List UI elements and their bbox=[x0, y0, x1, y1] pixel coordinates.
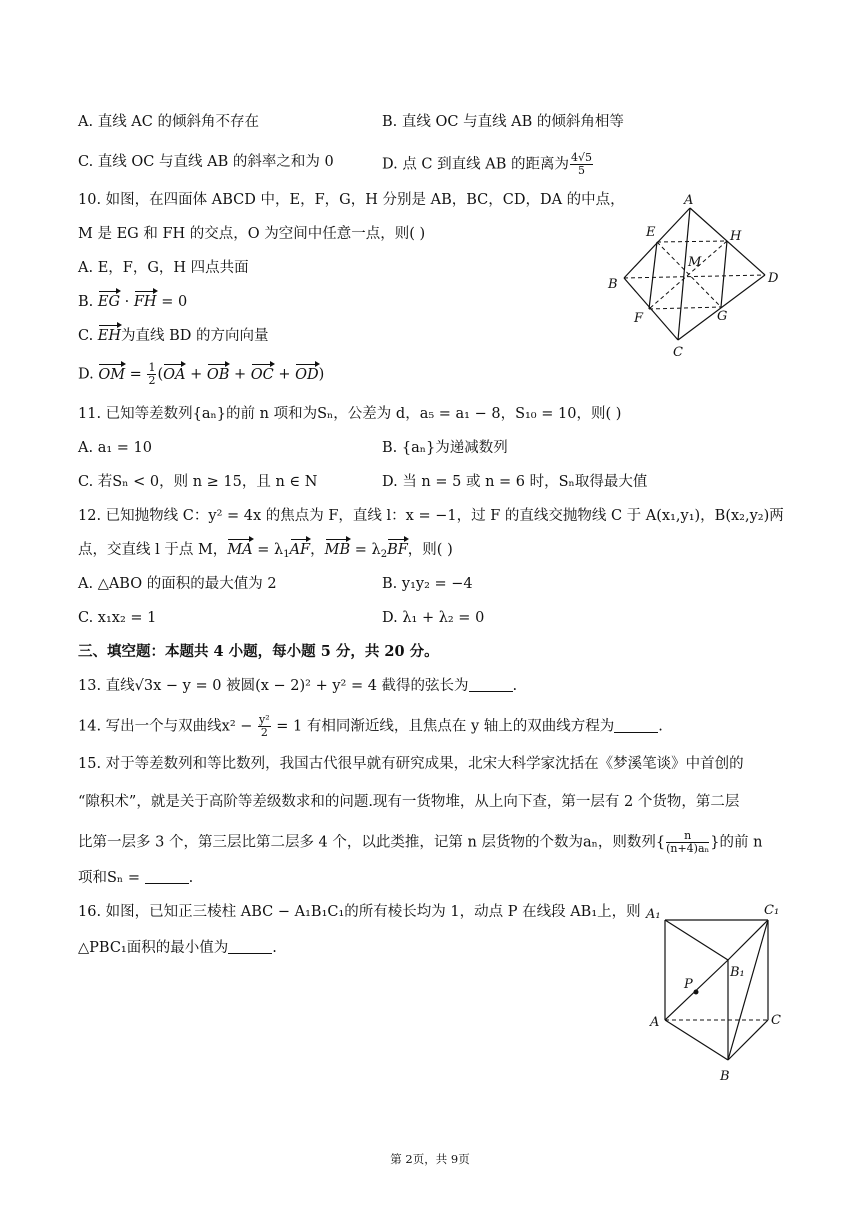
vertex-label-b1: B₁ bbox=[730, 965, 745, 980]
vertex-label-g: G bbox=[717, 309, 728, 324]
q13-text: 13. 直线√3x − y = 0 被圆(x − 2)² + y² = 4 截得的弦长为 bbox=[78, 678, 469, 694]
tetrahedron-figure bbox=[600, 190, 790, 360]
vertex-label-b: B bbox=[720, 1069, 730, 1084]
equals-sign: = bbox=[125, 366, 147, 383]
q16-end: . bbox=[272, 940, 277, 956]
option-label: B. bbox=[78, 294, 98, 310]
q15-line2: “隙积术”，就是关于高阶等差级数求和的问题.现有一货物堆，从上向下查，第一层有 2 个货物，第二层 bbox=[78, 794, 740, 810]
q15-text: 项和Sₙ = bbox=[78, 870, 145, 886]
q12-option-b: B. y₁y₂ = −4 bbox=[382, 576, 473, 592]
q12-option-a: A. △ABO 的面积的最大值为 2 bbox=[78, 576, 277, 592]
vertex-label-e: E bbox=[646, 225, 656, 240]
q14-text: 14. 写出一个与双曲线x² − bbox=[78, 718, 258, 735]
vector-od: OD bbox=[295, 366, 319, 383]
vector-eg: EG bbox=[97, 294, 121, 310]
vertex-label-h: H bbox=[730, 229, 742, 244]
q10-option-b: B. EG · FH = 0 bbox=[78, 294, 188, 310]
fraction-denominator: (n+4)aₙ bbox=[666, 842, 710, 855]
q13 bbox=[78, 676, 517, 696]
q11-option-a: A. a₁ = 10 bbox=[78, 440, 152, 456]
vertex-label-c: C bbox=[771, 1013, 781, 1028]
option-text: 为直线 BD 的方向向量 bbox=[121, 328, 269, 344]
page-footer: 第 2页，共 9页 bbox=[390, 1152, 470, 1166]
q10-option-d: D. OM = $\frac{1}{2}$ (OA + OB + OC + OD) bbox=[78, 361, 325, 387]
vertex-label-m: M bbox=[688, 255, 702, 270]
q16-line2 bbox=[78, 938, 277, 958]
vertex-label-c1: C₁ bbox=[764, 903, 780, 918]
fraction-numerator: y² bbox=[259, 713, 270, 726]
q14-fraction bbox=[258, 714, 271, 739]
vertex-label-a: A bbox=[684, 193, 694, 208]
vertex-label-a1: A₁ bbox=[646, 907, 661, 922]
vertex-label-c: C bbox=[673, 345, 683, 360]
q15-line3 bbox=[78, 830, 762, 855]
q12-stem-line1: 12. 已知抛物线 C：y² = 4x 的焦点为 F，直线 l：x = −1，过 F 的直线交抛物线 C 于 A(x₁,y₁)，B(x₂,y₂)两 bbox=[78, 508, 784, 524]
fraction-numerator: 1 bbox=[148, 361, 156, 374]
q12-option-d: D. λ₁ + λ₂ = 0 bbox=[382, 610, 485, 626]
vector-ob: OB bbox=[206, 366, 230, 383]
half-fraction bbox=[147, 362, 156, 387]
fraction-denominator: 2 bbox=[148, 374, 156, 387]
vertex-label-a: A bbox=[650, 1015, 660, 1030]
q15-text-2: }的前 n bbox=[710, 834, 763, 851]
vector-om: OM bbox=[98, 366, 126, 383]
q9-option-d-text: D. 点 C 到直线 AB 的距离为 bbox=[382, 156, 569, 173]
q10-option-c: C. EH为直线 BD 的方向向量 bbox=[78, 328, 269, 344]
q15-text: 比第一层多 3 个，第三层比第二层多 4 个，以此类推，记第 n 层货物的个数为aₙ，则数列{ bbox=[78, 834, 666, 851]
answer-blank bbox=[469, 678, 513, 692]
section-heading: 三、填空题：本题共 4 小题，每小题 5 分，共 20 分。 bbox=[78, 643, 439, 660]
option-text: = 0 bbox=[156, 294, 188, 310]
q11-option-b: B. {aₙ}为递减数列 bbox=[382, 440, 508, 456]
q16-text: △PBC₁面积的最小值为 bbox=[78, 940, 229, 956]
q10-option-a: A. E，F，G，H 四点共面 bbox=[78, 260, 249, 276]
q9-option-d bbox=[382, 152, 594, 177]
q11-stem: 11. 已知等差数列{aₙ}的前 n 项和为Sₙ，公差为 d，a₅ = a₁ − 8，S₁₀ = 10，则( ) bbox=[78, 406, 622, 422]
q11-option-c: C. 若Sₙ < 0，则 n ≥ 15，且 n ∈ N bbox=[78, 474, 318, 490]
vector-fh: FH bbox=[133, 294, 157, 310]
option-label: D. bbox=[78, 366, 99, 383]
triangular-prism-figure bbox=[640, 898, 790, 1088]
answer-blank bbox=[614, 719, 658, 733]
q14-end: . bbox=[658, 718, 663, 735]
q15-end: . bbox=[188, 870, 194, 886]
q9-option-a: A. 直线 AC 的倾斜角不存在 bbox=[78, 114, 259, 130]
vector-eh: EH bbox=[97, 328, 122, 344]
vertex-label-b: B bbox=[608, 277, 618, 292]
q12-option-c: C. x₁x₂ = 1 bbox=[78, 610, 157, 626]
stem-text: ，则( ) bbox=[407, 542, 453, 558]
fraction-denominator: 2 bbox=[260, 726, 268, 739]
q13-end: . bbox=[512, 678, 518, 694]
vertex-label-f: F bbox=[634, 311, 644, 326]
q9-option-d-fraction bbox=[570, 152, 593, 177]
q16-line1: 16. 如图，已知正三棱柱 ABC − A₁B₁C₁的所有棱长均为 1，动点 P 在线段 AB₁上，则 bbox=[78, 904, 641, 920]
vector-mb: MB bbox=[324, 542, 351, 558]
fraction-denominator: 5 bbox=[577, 164, 585, 177]
q15-line1: 15. 对于等差数列和等比数列，我国古代很早就有研究成果，北宋大科学家沈括在《梦溪笔谈》中首创的 bbox=[78, 756, 744, 772]
q14-text-2: = 1 有相同渐近线，且焦点在 y 轴上的双曲线方程为 bbox=[271, 718, 615, 735]
vector-ma: MA bbox=[227, 542, 253, 558]
point-p-marker bbox=[694, 990, 699, 995]
q9-option-c: C. 直线 OC 与直线 AB 的斜率之和为 0 bbox=[78, 154, 334, 170]
q10-stem-line1: 10. 如图，在四面体 ABCD 中，E，F，G，H 分别是 AB，BC，CD，DA 的中点， bbox=[78, 192, 625, 208]
vertex-label-p: P bbox=[684, 977, 693, 992]
q12-stem-line2: 点，交直线 l 于点 M，MA = $\lambda_1AF$，MB = $\lambda_2BF$，则( ) bbox=[78, 542, 453, 560]
answer-blank bbox=[145, 870, 189, 884]
vector-oa: OA bbox=[163, 366, 186, 383]
vertex-label-d: D bbox=[768, 271, 779, 286]
answer-blank bbox=[228, 940, 272, 954]
vector-bf: BF bbox=[387, 542, 408, 558]
q14 bbox=[78, 714, 663, 739]
fraction-numerator: 4√5 bbox=[570, 151, 592, 164]
q9-option-b: B. 直线 OC 与直线 AB 的倾斜角相等 bbox=[382, 114, 624, 130]
fraction-numerator: n bbox=[666, 830, 709, 843]
vector-af: AF bbox=[289, 542, 311, 558]
stem-text: 点，交直线 l 于点 M， bbox=[78, 542, 228, 558]
q15-fraction bbox=[666, 830, 709, 855]
vector-oc: OC bbox=[250, 366, 274, 383]
q15-line4 bbox=[78, 868, 193, 888]
q11-option-d: D. 当 n = 5 或 n = 6 时，Sₙ取得最大值 bbox=[382, 474, 648, 490]
q10-stem-line2: M 是 EG 和 FH 的交点，O 为空间中任意一点，则( ) bbox=[78, 226, 426, 242]
